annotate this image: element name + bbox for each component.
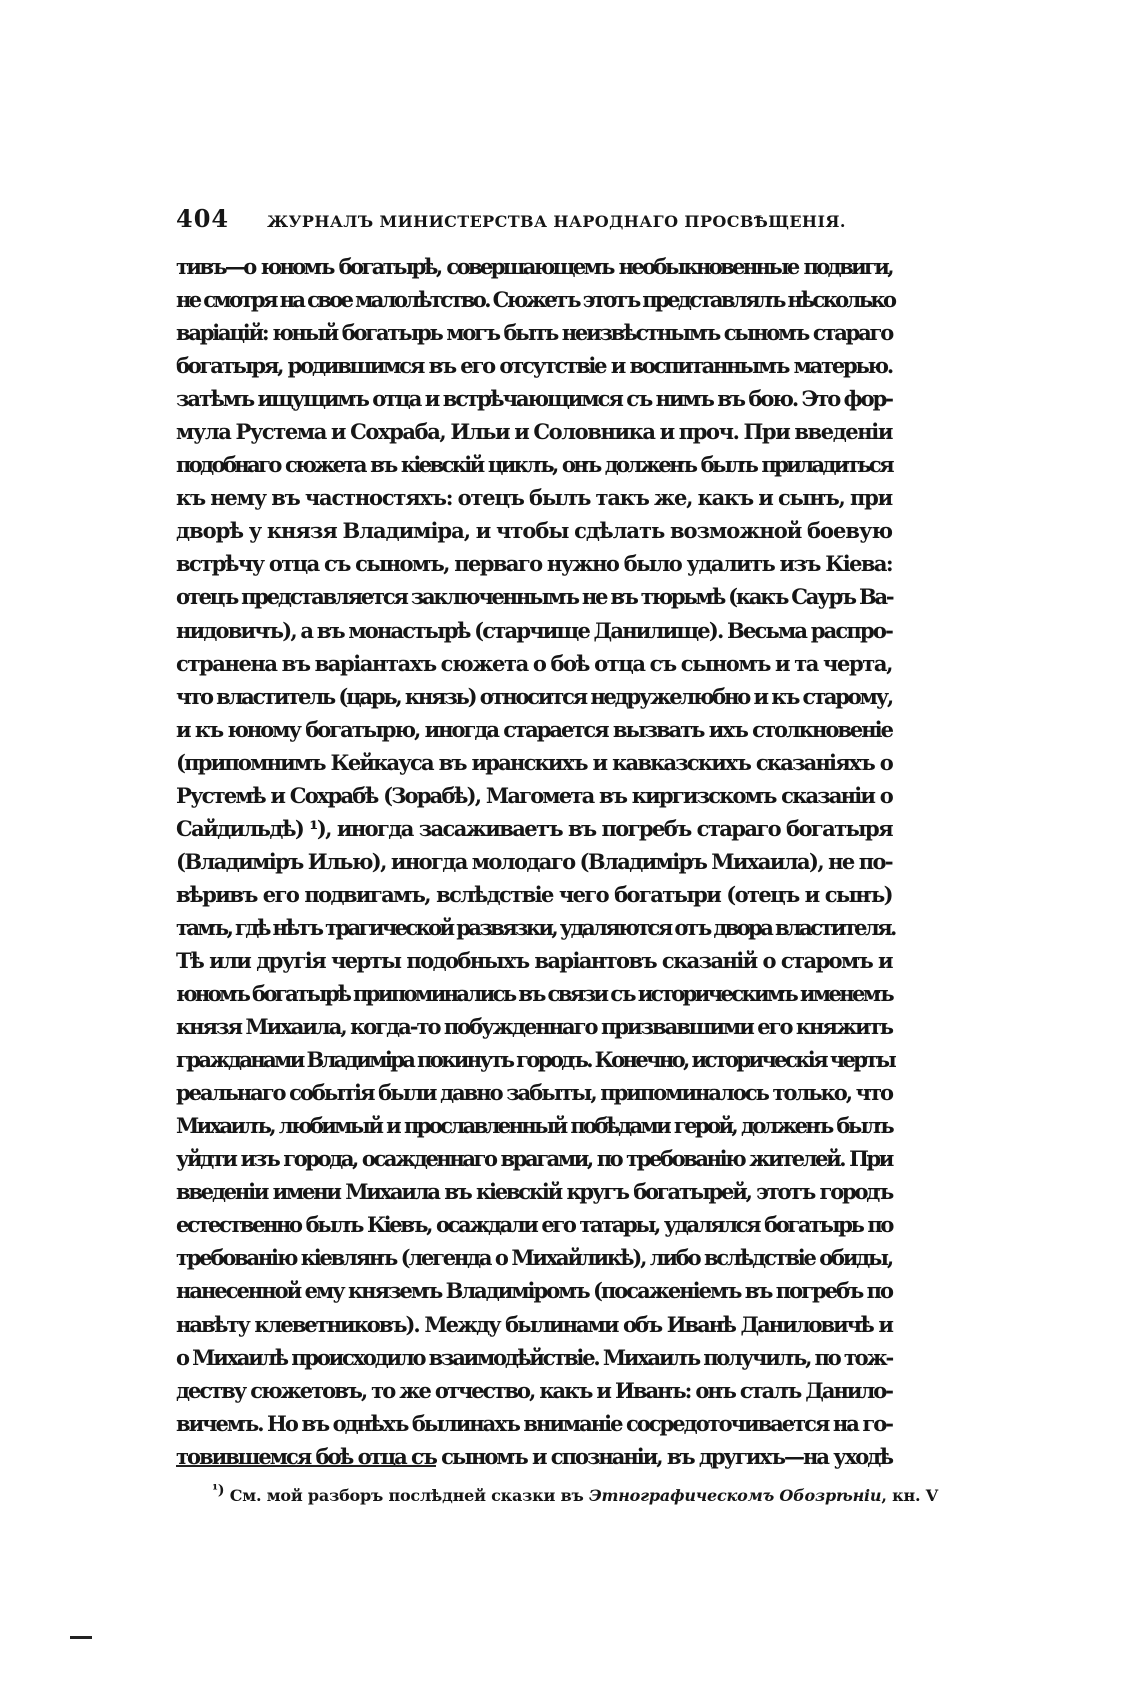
text-line: и къ юному богатырю, иногда старается вызвать ихъ столкновеніе — [176, 716, 892, 742]
text-line: требованію кіевлянъ (легенда о Михайликѣ), либо вслѣдствіе обиды, — [176, 1245, 892, 1271]
footnote-text-after: , кн. V — [881, 1486, 938, 1505]
journal-title: ЖУРНАЛЪ МИНИСТЕРСТВА НАРОДНАГО ПРОСВѢЩЕНІЯ. — [267, 212, 846, 231]
text-line: о Михаилѣ происходило взаимодѣйствіе. Михаилъ получилъ, по тож- — [176, 1344, 892, 1370]
text-line: богатыря, родившимся въ его отсутствіе и воспитаннымъ матерью. — [176, 353, 892, 379]
text-line: Рустемѣ и Сохрабѣ (Зорабѣ), Магомета въ киргизскомъ сказаніи о — [176, 782, 892, 808]
text-line: подобнаго сюжета въ кіевскій циклъ, онъ долженъ былъ приладиться — [176, 452, 892, 478]
footnote-italic-title: Этнографическомъ Обозрѣніи — [588, 1486, 882, 1505]
footnote — [212, 1482, 938, 1505]
running-head — [176, 204, 892, 236]
text-line: что властитель (царь, князь) относится недружелюбно и къ старому, — [176, 683, 892, 709]
text-line: нидовичъ), а въ монастырѣ (старчище Данилище). Весьма распро- — [176, 617, 892, 643]
text-line: реальнаго событія были давно забыты, припоминалось только, что — [176, 1080, 892, 1106]
text-line: тивъ—о юномъ богатырѣ, совершающемъ необыкновенные подвиги, — [176, 254, 892, 279]
text-line: вичемъ. Но въ однѣхъ былинахъ вниманіе сосредоточивается на го- — [176, 1410, 892, 1436]
text-line: мула Рустема и Сохраба, Ильи и Соловника и проч. При введеніи — [176, 419, 892, 445]
text-line: введеніи имени Михаила въ кіевскій кругъ богатырей, этотъ городъ — [176, 1179, 892, 1205]
text-line: князя Михаила, когда-то побужденнаго призвавшими его княжить — [176, 1014, 892, 1040]
footnote-text-before: См. мой разборъ послѣдней сказки въ — [224, 1486, 589, 1505]
text-line: не смотря на свое малолѣтство. Сюжетъ этотъ представлялъ нѣсколько — [176, 287, 895, 313]
page-number: 404 — [176, 204, 230, 233]
text-line: къ нему въ частностяхъ: отецъ былъ такъ же, какъ и сынъ, при — [176, 485, 892, 511]
text-line: варіацій: юный богатырь могъ быть неизвѣстнымъ сыномъ стараго — [176, 320, 892, 346]
text-line: дворѣ у князя Владиміра, и чтобы сдѣлать возможной боевую — [176, 518, 892, 544]
text-line: Михаилъ, любимый и прославленный побѣдами герой, долженъ былъ — [176, 1113, 892, 1139]
text-line: Тѣ или другія черты подобныхъ варіантовъ сказаній о старомъ и — [176, 947, 892, 973]
text-line: вѣривъ его подвигамъ, вслѣдствіе чего богатыри (отецъ и сынъ) — [176, 881, 892, 907]
footnote-marker: ¹) — [212, 1482, 225, 1499]
text-line: естественно былъ Кіевъ, осаждали его татары, удалялся богатырь по — [176, 1212, 892, 1238]
text-line: (припомнимъ Кейкауса въ иранскихъ и кавказскихъ сказаніяхъ о — [176, 749, 892, 775]
margin-mark — [70, 1636, 92, 1639]
text-line: гражданами Владиміра покинуть городъ. Конечно, историческія черты — [176, 1047, 895, 1073]
text-line: (Владиміръ Илью), иногда молодаго (Владиміръ Михаила), не по- — [176, 848, 892, 874]
text-line: деству сюжетовъ, то же отчество, какъ и Иванъ: онъ сталъ Данило- — [176, 1377, 892, 1403]
text-line: затѣмъ ищущимъ отца и встрѣчающимся съ нимъ въ бою. Это фор- — [176, 386, 892, 412]
footnote-divider — [176, 1465, 436, 1467]
text-line: товившемся боѣ отца съ сыномъ и спознаніи, въ другихъ—на уходѣ — [176, 1443, 892, 1469]
text-line: Сайдильдѣ) ¹), иногда засаживаетъ въ погребъ стараго богатыря — [176, 815, 892, 841]
text-line: странена въ варіантахъ сюжета о боѣ отца съ сыномъ и та черта, — [176, 650, 892, 676]
body-text — [176, 250, 895, 1473]
text-line: уйдти изъ города, осажденнаго врагами, по требованію жителей. При — [176, 1146, 892, 1172]
text-line: отецъ представляется заключеннымъ не въ тюрьмѣ (какъ Сауръ Ва- — [176, 584, 893, 610]
text-line: юномъ богатырѣ припоминались въ связи съ историческимъ именемъ — [176, 981, 892, 1007]
text-line: встрѣчу отца съ сыномъ, перваго нужно было удалить изъ Кіева: — [176, 551, 892, 577]
text-line: тамъ, гдѣ нѣтъ трагической развязки, удаляются отъ двора властителя. — [176, 914, 895, 940]
text-line: навѣту клеветниковъ). Между былинами объ Иванѣ Даниловичѣ и — [176, 1311, 892, 1337]
text-line: нанесенной ему княземъ Владиміромъ (посаженіемъ въ погребъ по — [176, 1278, 892, 1304]
